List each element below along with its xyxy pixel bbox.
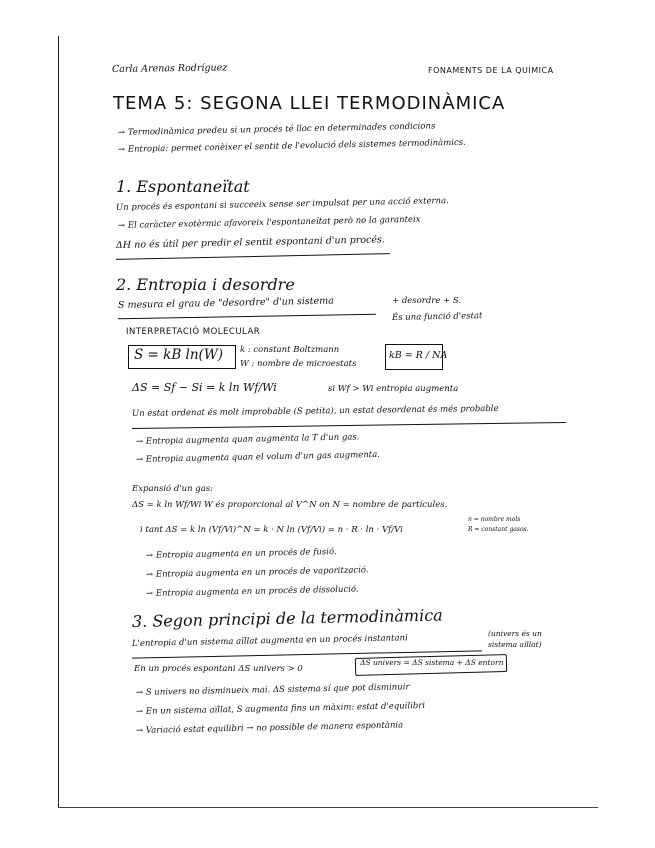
- gas-expansion-line-1: ΔS = k ln Wf/Wi W és proporcional al V^N on N = nombre de partícules.: [132, 500, 448, 510]
- ordered-state-underline: [132, 422, 566, 429]
- ordered-state-line: Un estat ordenat és molt improbable (S petita), un estat desordenat és més probable: [131, 403, 499, 419]
- section2-heading: 2. Entropia i desordre: [116, 275, 295, 294]
- universe-isolated-note: (univers és un sistema aïllat): [488, 629, 542, 649]
- section1-line-3: ΔH no és útil per predir el sentit espontani d'un procés.: [115, 234, 386, 251]
- second-law-statement: L'entropia d'un sistema aïllat augmenta en un procés instantani: [131, 633, 408, 649]
- side-note-disorder: + desordre + S.: [392, 296, 462, 306]
- k-definition: k : constant Boltzmann: [240, 345, 340, 355]
- moles-note: n = nombre mols: [468, 516, 521, 523]
- molecular-interpretation: INTERPRETACIÓ MOLECULAR: [126, 327, 261, 337]
- section1-line-2: → El caràcter exotèrmic afavoreix l'espontaneïtat però no la garanteix: [117, 214, 421, 231]
- intro-line-2: → Entropia: permet conèixer el sentit de l'evolució dels sistemes termodinàmics.: [117, 137, 466, 155]
- page-title: TEMA 5: SEGONA LLEI TERMODINÀMICA: [113, 93, 506, 114]
- section1-underline: [116, 253, 390, 260]
- section3-heading: 3. Segon principi de la termodinàmica: [131, 605, 443, 631]
- entropy-volume: → Entropia augmenta quan el volum d'un gas augmenta.: [135, 449, 381, 465]
- section3-arrow-2: → En un sistema aïllat, S augmenta fins un màxim: estat d'equilibri: [135, 700, 426, 717]
- author-name: Carla Arenas Rodríguez: [111, 62, 228, 75]
- page-bottom-edge: [58, 807, 598, 808]
- side-note-state-function: És una funció d'estat: [391, 311, 483, 323]
- section1-heading: 1. Espontaneïtat: [116, 177, 250, 196]
- entropy-dissolution: → Entropia augmenta en un procés de dissolució.: [145, 584, 359, 599]
- entropy-vaporization: → Entropia augmenta en un procés de vaporització.: [145, 565, 369, 580]
- course-name: FONAMENTS DE LA QUÍMICA: [428, 66, 554, 75]
- page-left-edge: [58, 36, 59, 808]
- entropy-temperature: → Entropia augmenta quan augmenta la T d'un gas.: [135, 432, 360, 447]
- section2-definition-underline: [118, 314, 376, 320]
- intro-line-1: → Termodinàmica predeu si un procés té lloc en determinades condicions: [117, 121, 436, 138]
- gas-expansion-line-2: i tant ΔS = k ln (Vf/Vi)^N = k · N ln (Vf/Vi) = n · R · ln · Vf/Vi: [140, 525, 403, 535]
- kb-formula: kB = R / NA: [389, 350, 448, 361]
- section2-definition: S mesura el grau de "desordre" d'un sistema: [117, 295, 334, 311]
- boltzmann-formula: S = kB ln(W): [134, 347, 223, 363]
- entropy-fusion: → Entropia augmenta en un procés de fusió.: [145, 547, 337, 561]
- w-definition: W : nombre de microestats: [240, 359, 357, 369]
- delta-s-note: si Wf > Wi entropia augmenta: [328, 384, 459, 394]
- gas-constant-note: R = constant gasos.: [468, 526, 529, 533]
- gas-expansion-title: Expansió d'un gas:: [132, 484, 214, 494]
- delta-s-formula: ΔS = Sf − Si = k ln Wf/Wi: [132, 381, 277, 394]
- universe-entropy-formula: ΔS univers = ΔS sistema + ΔS entorn: [360, 658, 504, 667]
- spontaneous-process: En un procés espontani ΔS univers > 0: [134, 664, 303, 674]
- section1-line-1: Un procés és espontani si succeeix sense ser impulsat per una acció externa.: [115, 196, 449, 213]
- section3-arrow-1: → S univers no disminueix mai. ΔS sistema sí que pot disminuir: [135, 682, 410, 698]
- section3-arrow-3: → Variació estat equilibri → no possible de manera espontània: [135, 720, 404, 736]
